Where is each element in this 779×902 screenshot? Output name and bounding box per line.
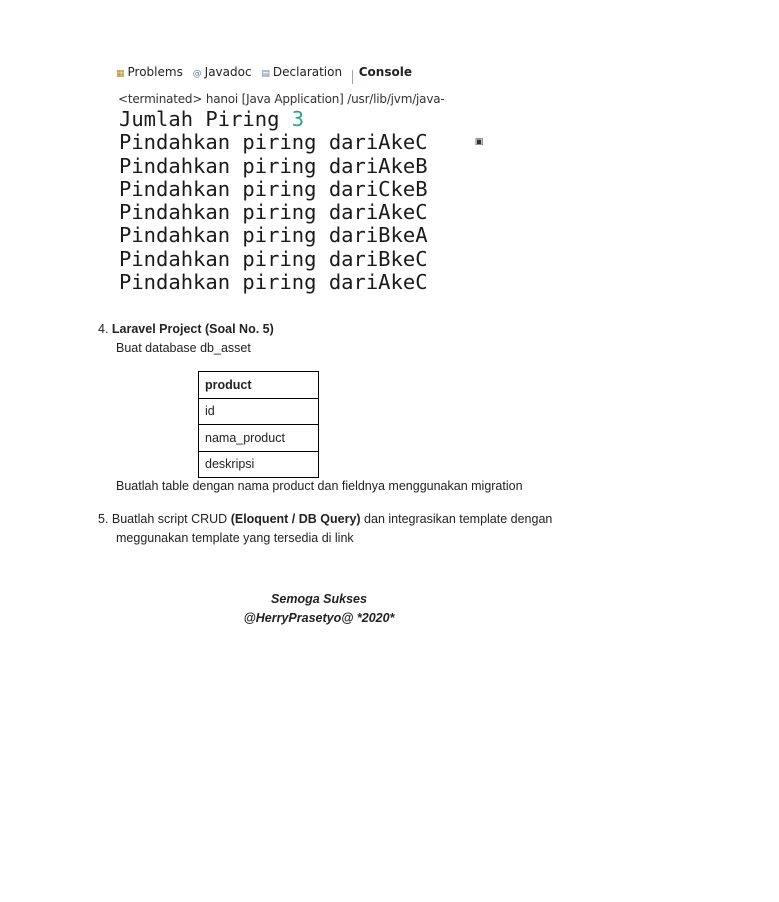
console-output <box>119 108 428 294</box>
problems-icon: ▦ <box>116 69 125 79</box>
tab-console[interactable]: ▣ Console <box>359 65 412 79</box>
section-4-instruction: Buatlah table dengan nama product dan fieldnya menggunakan migration <box>116 479 523 493</box>
section-5-line-1: 5. Buatlah script CRUD (Eloquent / DB Query) dan integrasikan template dengan <box>98 512 553 526</box>
product-table <box>198 371 319 478</box>
console-line: Pindahkan piring dariAkeC <box>119 270 428 295</box>
tab-separator <box>352 70 353 84</box>
tab-problems[interactable]: ▦ Problems <box>116 65 183 79</box>
console-output-count: 3 <box>291 107 305 131</box>
section-5-line-2: meggunakan template yang tersedia di link <box>116 531 354 545</box>
console-line: Pindahkan piring dariBkeA <box>119 223 428 248</box>
console-icon: ▣ <box>475 135 779 363</box>
table-row: deskripsi <box>199 451 319 478</box>
closing-line-2: @HerryPrasetyo@ *2020* <box>243 611 395 625</box>
closing-line-1: Semoga Sukses <box>271 592 367 606</box>
console-line: Pindahkan piring dariAkeC <box>119 200 428 225</box>
table-header: product <box>199 372 319 399</box>
table-row: id <box>199 398 319 425</box>
table-row: nama_product <box>199 425 319 452</box>
javadoc-icon: @ <box>192 69 202 79</box>
console-status: <terminated> hanoi [Java Application] /usr/lib/jvm/java- <box>118 92 445 106</box>
console-line: Pindahkan piring dariAkeC <box>119 130 428 155</box>
console-output-title: Jumlah Piring 3 <box>119 107 305 131</box>
console-line: Pindahkan piring dariAkeB <box>119 153 428 178</box>
tab-javadoc[interactable]: @ Javadoc <box>192 65 252 79</box>
console-screenshot <box>116 65 484 298</box>
section-4-intro: Buat database db_asset <box>116 341 251 355</box>
tab-declaration[interactable]: ▤ Declaration <box>261 65 343 79</box>
declaration-icon: ▤ <box>261 69 270 79</box>
console-line: Pindahkan piring dariCkeB <box>119 176 428 201</box>
section-4-heading: 4. Laravel Project (Soal No. 5) <box>98 322 274 336</box>
console-line: Pindahkan piring dariBkeC <box>119 246 428 271</box>
